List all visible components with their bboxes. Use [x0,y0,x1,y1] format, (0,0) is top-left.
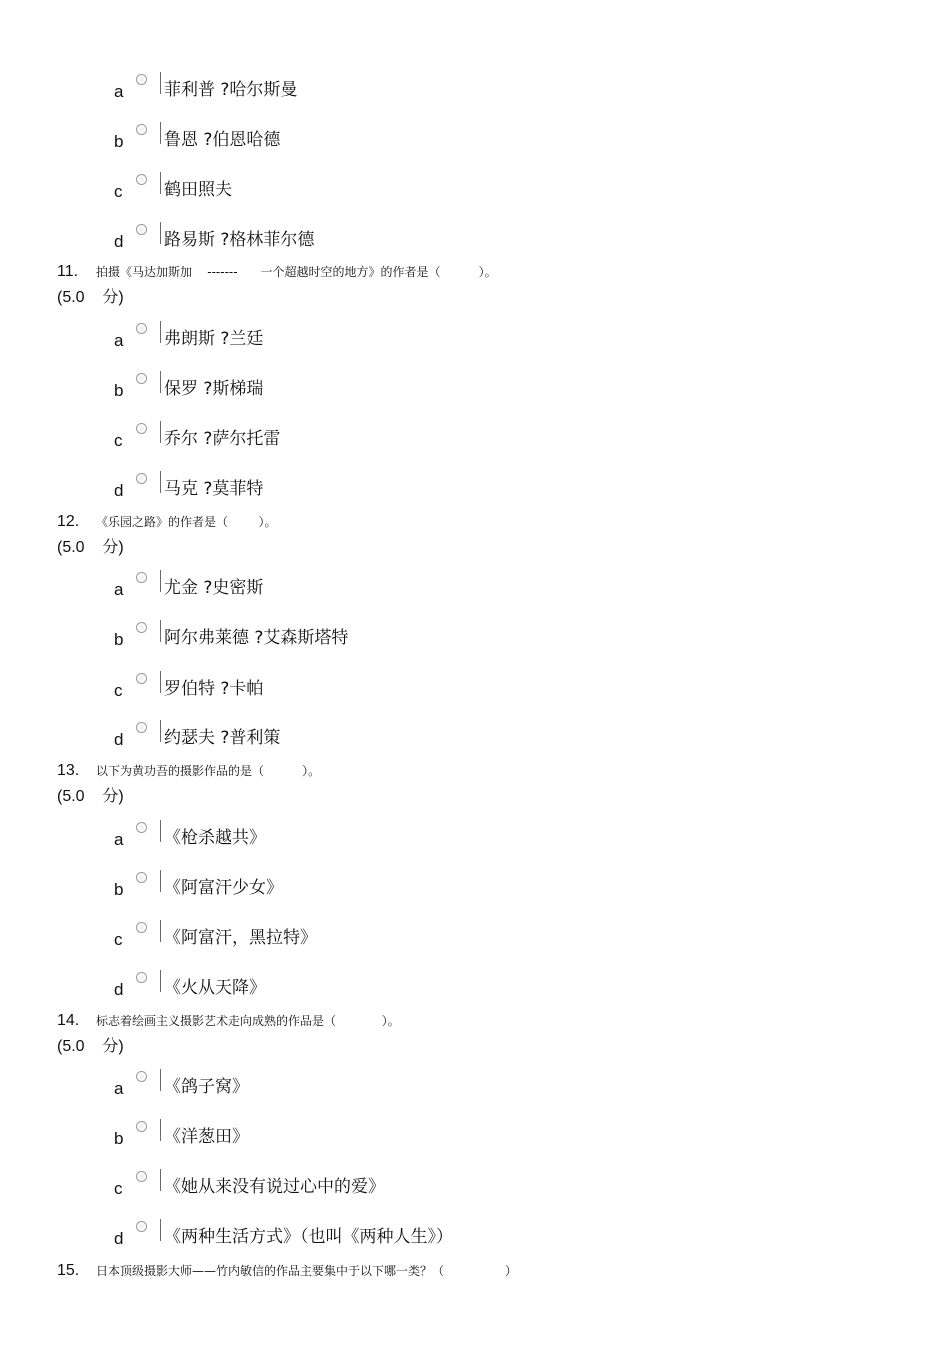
question-score: (5.0 分) [57,539,124,556]
question-number: 14. [57,1012,80,1029]
option-text: 《两种生活方式》（也叫《两种人生》） [164,1227,453,1247]
divider [160,720,161,742]
question-number: 12. [57,513,80,530]
option-row[interactable] [0,373,900,407]
radio-button[interactable] [136,572,147,583]
divider [160,820,161,842]
divider [160,570,161,592]
divider [160,920,161,942]
option-letter: a [114,82,124,101]
radio-button[interactable] [136,872,147,883]
radio-button[interactable] [136,822,147,833]
option-row[interactable] [0,423,900,457]
option-letter: c [114,431,123,450]
option-letter: a [114,1079,124,1098]
option-row[interactable] [0,722,900,756]
option-row[interactable] [0,1121,900,1155]
option-row[interactable] [0,473,900,507]
radio-button[interactable] [136,124,147,135]
radio-button[interactable] [136,323,147,334]
option-text: 《洋葱田》 [164,1127,249,1147]
question-score: (5.0 分) [57,1038,124,1055]
option-row[interactable] [0,872,900,906]
question-number: 15. [57,1262,80,1279]
radio-button[interactable] [136,922,147,933]
divider [160,371,161,393]
radio-button[interactable] [136,373,147,384]
option-letter: b [114,132,124,151]
option-row[interactable] [0,174,900,208]
option-text: 保罗 ?斯梯瑞 [164,379,264,399]
divider [160,671,161,693]
radio-button[interactable] [136,1121,147,1132]
radio-button[interactable] [136,1171,147,1182]
option-text: 《火从天降》 [164,978,266,998]
option-text: 弗朗斯 ?兰廷 [164,329,264,349]
question-stem: 《乐园之路》的作者是（ ）。 [96,515,277,529]
option-text: 罗伯特 ?卡帕 [164,679,264,699]
divider [160,222,161,244]
option-text: 乔尔 ?萨尔托雷 [164,429,281,449]
radio-button[interactable] [136,74,147,85]
radio-button[interactable] [136,622,147,633]
option-letter: b [114,630,124,649]
divider [160,421,161,443]
radio-button[interactable] [136,1071,147,1082]
question-score: (5.0 分) [57,788,124,805]
divider [160,321,161,343]
question-number: 11. [57,263,79,280]
radio-button[interactable] [136,473,147,484]
option-letter: c [114,681,123,700]
option-text: 菲利普 ?哈尔斯曼 [164,80,298,100]
option-row[interactable] [0,1171,900,1205]
radio-button[interactable] [136,1221,147,1232]
option-text: 阿尔弗莱德 ?艾森斯塔特 [164,628,349,648]
option-row[interactable] [0,323,900,357]
option-row[interactable] [0,224,900,258]
divider [160,620,161,642]
divider [160,1219,161,1241]
option-text: 《阿富汗，黑拉特》 [164,928,317,948]
option-row[interactable] [0,922,900,956]
option-text: 《阿富汗少女》 [164,878,283,898]
option-text: 鹤田照夫 [164,180,232,200]
divider [160,1119,161,1141]
option-row[interactable] [0,1071,900,1105]
divider [160,1069,161,1091]
divider [160,172,161,194]
divider [160,471,161,493]
option-letter: b [114,1129,124,1148]
question-stem: 日本顶级摄影大师——竹内敏信的作品主要集中于以下哪一类？（ ） [96,1264,518,1278]
option-text: 鲁恩 ?伯恩哈德 [164,130,281,150]
radio-button[interactable] [136,673,147,684]
option-row[interactable] [0,622,900,656]
option-row[interactable] [0,673,900,707]
option-letter: b [114,381,124,400]
option-text: 《鸽子窝》 [164,1077,249,1097]
option-letter: c [114,930,123,949]
option-row[interactable] [0,822,900,856]
option-letter: d [114,1229,124,1248]
question-number: 13. [57,762,80,779]
option-letter: d [114,232,124,251]
option-row[interactable] [0,74,900,108]
option-text: 路易斯 ?格林菲尔德 [164,230,315,250]
option-letter: b [114,880,124,899]
option-text: 约瑟夫 ?普利策 [164,728,281,748]
question-stem: 拍摄《马达加斯加 ------- 一个超越时空的地方》的作者是（ ）。 [96,265,497,279]
option-text: 尤金 ?史密斯 [164,578,264,598]
option-row[interactable] [0,972,900,1006]
radio-button[interactable] [136,224,147,235]
option-letter: c [114,182,123,201]
option-text: 《枪杀越共》 [164,828,266,848]
question-stem: 标志着绘画主义摄影艺术走向成熟的作品是（ ）。 [96,1014,400,1028]
option-row[interactable] [0,124,900,158]
option-letter: a [114,331,124,350]
option-row[interactable] [0,572,900,606]
divider [160,870,161,892]
option-text: 《她从来没有说过心中的爱》 [164,1177,385,1197]
radio-button[interactable] [136,972,147,983]
option-letter: d [114,980,124,999]
option-row[interactable] [0,1221,900,1255]
divider [160,970,161,992]
radio-button[interactable] [136,174,147,185]
divider [160,122,161,144]
radio-button[interactable] [136,423,147,434]
option-letter: d [114,730,124,749]
option-letter: c [114,1179,123,1198]
option-letter: d [114,481,124,500]
divider [160,72,161,94]
option-letter: a [114,580,124,599]
divider [160,1169,161,1191]
option-letter: a [114,830,124,849]
option-text: 马克 ?莫菲特 [164,479,264,499]
question-stem: 以下为黄功吾的摄影作品的是（ ）。 [96,764,321,778]
radio-button[interactable] [136,722,147,733]
question-score: (5.0 分) [57,289,124,306]
